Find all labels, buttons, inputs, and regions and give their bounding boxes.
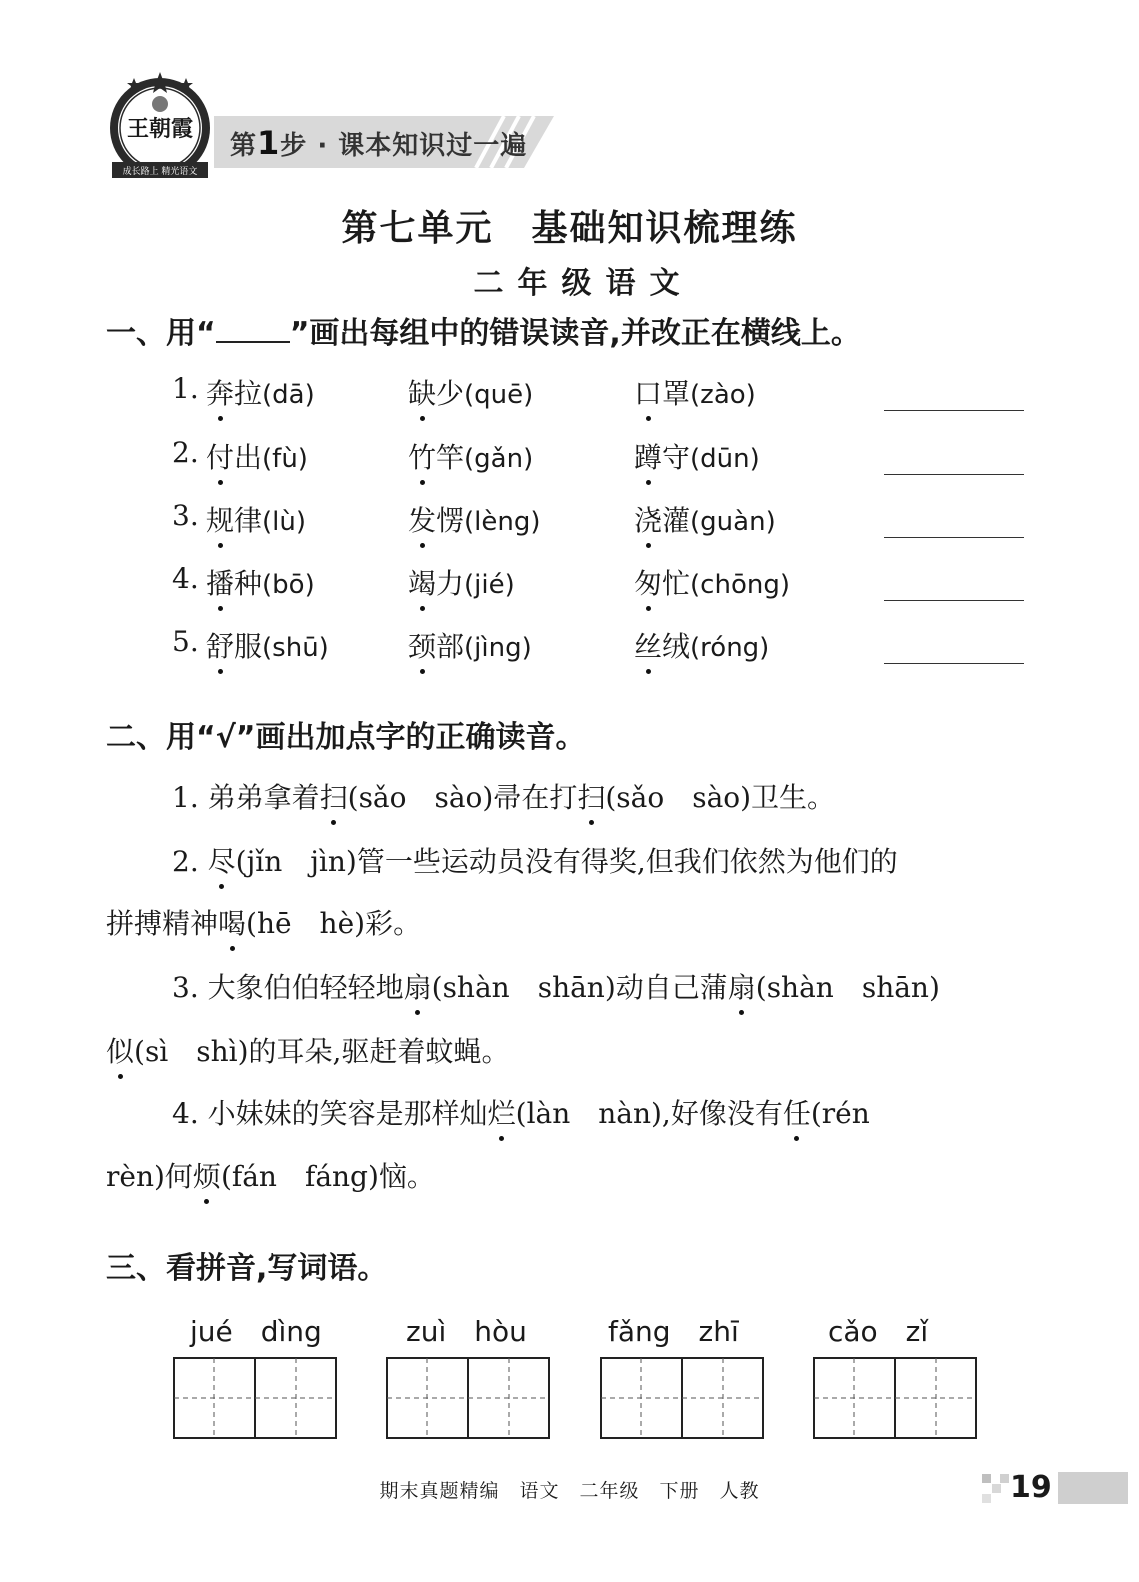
dotted-character: 烦 [193, 1155, 221, 1195]
word: 口罩 [634, 377, 690, 410]
word-with-pinyin [206, 625, 329, 665]
writing-grid-2[interactable] [386, 1357, 550, 1439]
word-with-pinyin [634, 372, 756, 412]
sentence-text: (rén [810, 1097, 870, 1130]
sentence-text: 1. 弟弟拿着 [172, 781, 320, 814]
pinyin-word-3: fǎng zhī [608, 1315, 739, 1348]
word-with-pinyin [634, 562, 790, 602]
word: 缺少 [408, 377, 464, 410]
answer-line[interactable] [884, 663, 1024, 664]
word-with-pinyin [408, 499, 541, 539]
word: 竭力 [408, 567, 464, 600]
question2-line [172, 776, 835, 816]
section1-heading-after: ”画出每组中的错误读音,并改正在横线上。 [289, 316, 861, 351]
logo-tagline: 成长路上 精光语文 [122, 167, 198, 177]
sentence-text: (sì shì)的耳朵,驱赶着蚊蝇。 [134, 1035, 510, 1068]
pinyin: (jié) [464, 570, 515, 600]
dotted-character: 烂 [488, 1092, 516, 1132]
page-title: 第七单元 基础知识梳理练 [341, 208, 798, 249]
section3-heading: 三、看拼音,写词语。 [106, 1251, 388, 1286]
pinyin: (gǎn) [464, 444, 534, 474]
question2-line [172, 1092, 870, 1132]
dotted-character: 扇 [404, 966, 432, 1006]
word: 付出 [206, 441, 262, 474]
pinyin: (quē) [464, 380, 534, 410]
step-suffix: 步 · 课本知识过一遍 [280, 131, 528, 161]
word: 舒服 [206, 630, 262, 663]
question2-line [172, 840, 898, 880]
question2-line [106, 1155, 435, 1195]
word-with-pinyin [634, 625, 769, 665]
row-number: 1. [172, 372, 199, 405]
step-label [230, 124, 527, 162]
pinyin: (chōng) [690, 570, 790, 600]
word-with-pinyin [206, 436, 308, 476]
dotted-character: 尽 [208, 840, 236, 880]
sentence-text: 2. [172, 845, 208, 878]
word-with-pinyin [408, 625, 532, 665]
word: 发愣 [408, 504, 464, 537]
word-with-pinyin [206, 499, 306, 539]
word-with-pinyin [206, 562, 315, 602]
word-with-pinyin [634, 499, 776, 539]
pinyin: (lù) [262, 507, 307, 537]
sentence-text: (hē hè)彩。 [246, 907, 422, 940]
sentence-text: (sǎo sào)卫生。 [605, 781, 836, 814]
page-number-bar [1058, 1472, 1128, 1504]
question2-line [172, 966, 940, 1006]
answer-line[interactable] [884, 474, 1024, 475]
answer-line[interactable] [884, 537, 1024, 538]
word-with-pinyin [408, 436, 533, 476]
sentence-text: (jǐn jìn)管一些运动员没有得奖,但我们依然为他们的 [235, 845, 898, 878]
word-with-pinyin [408, 372, 533, 412]
sentence-text: rèn)何 [106, 1160, 193, 1193]
sentence-text: 拼搏精神 [106, 907, 219, 940]
sentence-text: (làn nàn),好像没有 [515, 1097, 783, 1130]
section1-heading [106, 308, 861, 352]
pinyin: (zào) [690, 380, 756, 410]
word: 竹竿 [408, 441, 464, 474]
dotted-character: 扇 [728, 966, 756, 1006]
dotted-character: 喝 [218, 902, 246, 942]
step-number: 1 [257, 124, 281, 162]
page-number: 19 [1010, 1470, 1052, 1505]
pinyin: (dā) [262, 380, 315, 410]
sentence-text: 4. 小妹妹的笑容是那样灿 [172, 1097, 488, 1130]
row-number: 2. [172, 436, 199, 469]
dotted-character: 任 [783, 1092, 811, 1132]
sentence-text: (sǎo sào)帚在打 [347, 781, 578, 814]
word-with-pinyin [408, 562, 515, 602]
pinyin-word-4: cǎo zǐ [828, 1315, 929, 1348]
deco-pixel [982, 1494, 991, 1503]
pinyin: (róng) [690, 633, 770, 663]
dotted-character: 扫 [320, 776, 348, 816]
writing-grid-4[interactable] [813, 1357, 977, 1439]
pinyin: (lèng) [464, 507, 541, 537]
word: 蹲守 [634, 441, 690, 474]
dotted-character: 似 [106, 1030, 134, 1070]
sentence-text: (fán fáng)恼。 [220, 1160, 435, 1193]
word: 奔拉 [206, 377, 262, 410]
question2-line [106, 902, 421, 942]
row-number: 3. [172, 499, 199, 532]
word: 颈部 [408, 630, 464, 663]
word: 丝绒 [634, 630, 690, 663]
word: 浇灌 [634, 504, 690, 537]
writing-grid-1[interactable] [173, 1357, 337, 1439]
sentence-text: 3. 大象伯伯轻轻地 [172, 971, 404, 1004]
logo-name: 王朝霞 [126, 116, 194, 142]
word-with-pinyin [634, 436, 760, 476]
sentence-text: (shàn shān) [755, 971, 940, 1004]
deco-pixel [992, 1484, 1001, 1493]
section2-heading: 二、用“√”画出加点字的正确读音。 [106, 720, 586, 755]
step-prefix: 第 [230, 131, 258, 161]
deco-pixel [1000, 1474, 1009, 1483]
pinyin: (dūn) [690, 444, 760, 474]
word-with-pinyin [206, 372, 315, 412]
underline-sample [216, 313, 290, 343]
pinyin: (jìng) [464, 633, 532, 663]
pinyin-word-2: zuì hòu [406, 1315, 527, 1348]
pinyin-word-1: jué dìng [190, 1315, 322, 1348]
pinyin: (fù) [262, 444, 308, 474]
footer-text: 期末真题精编 语文 二年级 下册 人教 [379, 1480, 760, 1502]
pinyin: (guàn) [690, 507, 776, 537]
sentence-text: (shàn shān)动自己蒲 [431, 971, 728, 1004]
page-subtitle: 二年级语文 [473, 266, 694, 301]
row-number: 5. [172, 625, 199, 658]
question2-line [106, 1030, 509, 1070]
writing-grid-3[interactable] [600, 1357, 764, 1439]
section1-heading-before: 一、用“ [106, 316, 216, 351]
pinyin: (shū) [262, 633, 329, 663]
pinyin: (bō) [262, 570, 315, 600]
dotted-character: 扫 [577, 776, 605, 816]
answer-line[interactable] [884, 410, 1024, 411]
deco-pixel [982, 1474, 991, 1483]
word: 播种 [206, 567, 262, 600]
answer-line[interactable] [884, 600, 1024, 601]
word: 规律 [206, 504, 262, 537]
brand-logo [104, 70, 216, 182]
word: 匆忙 [634, 567, 690, 600]
row-number: 4. [172, 562, 199, 595]
